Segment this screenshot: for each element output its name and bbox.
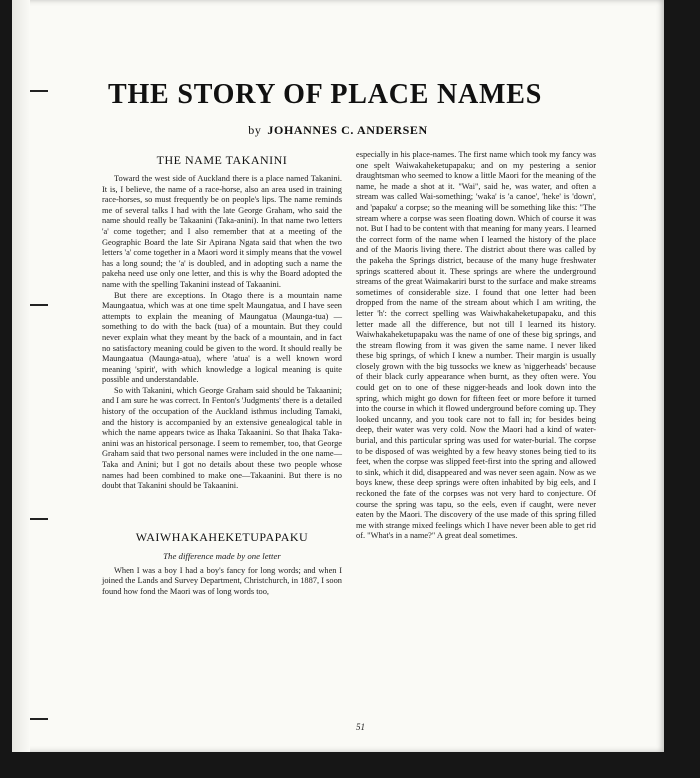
byline bbox=[12, 123, 664, 138]
binding-mark bbox=[30, 90, 48, 92]
paragraph: But there are exceptions. In Otago there is a mountain name Maungaatua, which was at one time spelt Maungatua, and I have seen attempts to explain the meaning of Maungatua (Maunga-tua) —something to do with the back (tua) of a mountain. But they could never explain what they meant by the back of a mountain, and in fact no satisfactory meaning could be given to the word. It should really be Maungaatua (Maunga-atua), where 'atua' is a well known word meaning 'spirit', with which knowledge a logical meaning is quite possible and understandable. bbox=[102, 290, 342, 385]
article-title: THE STORY OF PLACE NAMES bbox=[108, 79, 543, 110]
page-spine bbox=[12, 0, 30, 752]
binding-mark bbox=[30, 518, 48, 520]
paragraph: Toward the west side of Auckland there is a place named Takanini. It is, I believe, the name of a race-horse, also an area used in training race-horses, so must frequently be on people's lips. The name reminds me of several talks I had with the late George Graham, who said the name should really be Takaanini (Taka-anini). In that name two letters 'a' come together; and I also remember that at a meeting of the Geographic Board the late Sir Apirana Ngata said that when the two letters 'a' come together in a Maori word it simply means that the vowel has a long sound; the 'a' is doubled, and in adopting such a name the pakeha need use only one letter, and this is why the Board adopted the name with the spelling Takanini instead of Takaanini. bbox=[102, 174, 343, 289]
binding-mark bbox=[30, 304, 48, 306]
paragraph: So with Takanini, which George Graham said should be Takaanini; and I am sure he was correct. In Fenton's 'Judgments' there is a detailed history of the occupation of the Auckland isthmus including Tamaki, and the history is accompanied by an extensive genealogical table in which the name appears twice as Ihaka Takaanini. So that Ihaka Taka-anini was an historical personage. I seem to remember, too, that George Graham said that two personal names were included in the one name—Taka and Anini; but I got no details about these two people whose names had been combined to make one—Takaanini. But there is no doubt that Takanini should be Takaanini. bbox=[102, 385, 342, 491]
binding-mark bbox=[30, 718, 48, 720]
section-heading-takanini: THE NAME TAKANINI bbox=[156, 153, 288, 167]
author-name: JOHANNES C. ANDERSEN bbox=[267, 123, 428, 137]
magazine-page bbox=[12, 0, 664, 752]
section-heading-waiwhakaheketupapaku: WAIWHAKAHEKETUPAPAKU bbox=[135, 529, 309, 544]
byline-prefix: by bbox=[248, 123, 262, 137]
paragraph-continued: especially in his place-names. The first name which took my fancy was one spelt Waiwakaheketupapaku; and on my pestering a senior draughtsman who seemed to know a little Maori for the meaning of the name, he made a shot at it. "Wai", said he, was water, and often a stream was called Wai-something; 'waka' is 'a canoe', 'heke' is 'down', and 'papaku' a corpse; so the meaning will be something like this: "The stream where a corpse was seen floating down. Which of course it was not. But I had to be content with that meaning for many years. I learned the correct form of the name when I learned the history of the place and of the Maoris living there. The district about there was called by the pakeha the Springs district, because of the many huge freshwater springs scattered about it. These springs are where the underground streams of the great Waimakariri burst to the surface and make streams sometimes of considerable size. I found that one letter had been dropped from the name of the stream about which I am writing, the letter 'h': the correct spelling was Waiwhakaheketupapaku, and this letter made all the difference, but not till I learned its history. Waiwhakaheketupapaku was the name of one of these big springs, and the stream flowing from it was given the same name. I never liked these big springs, of which I knew a number. Their margin is usually closely grown with the big tussocks we knew as 'niggerheads' because of their black curly appearance when burnt, as they often were. You could get on to one of these nigger-heads and look down into the spring, which might go down for fifteen feet or more before it turned into the course in which it flowed underground before coming up. They looked uncanny, and you took care not to fall in; for besides being deep, their water was very cold. Now the Maori had a kind of water-burial, and this particular spring was used for water-burial. The corpse to be disposed of was weighted by a few heavy stones being tied to its feet, when the corpse was slipped feet-first into the spring and allowed to sink, which it did, disappeared and was never seen again. Now as we boys knew, these deep springs were often inhabited by big eels, and I reckoned the fate of the corpses was not very hard to conjecture. Of course the spring was tapu, so the eels, even if caught, were never eaten by the Maori. The discovery of the use made of this spring filled me with strange mixed feelings which I have never been able to get rid of. "What's in a name?" A great deal sometimes. bbox=[356, 150, 597, 541]
section-subheading: The difference made by one letter bbox=[163, 550, 281, 561]
left-column bbox=[102, 150, 342, 598]
paragraph: When I was a boy I had a boy's fancy for long words; and when I joined the Lands and Survey Department, Christchurch, in 1887, I soon found how fond the Maori was of long words too, bbox=[102, 565, 342, 596]
right-column bbox=[356, 150, 596, 542]
page-number: 51 bbox=[356, 722, 365, 732]
